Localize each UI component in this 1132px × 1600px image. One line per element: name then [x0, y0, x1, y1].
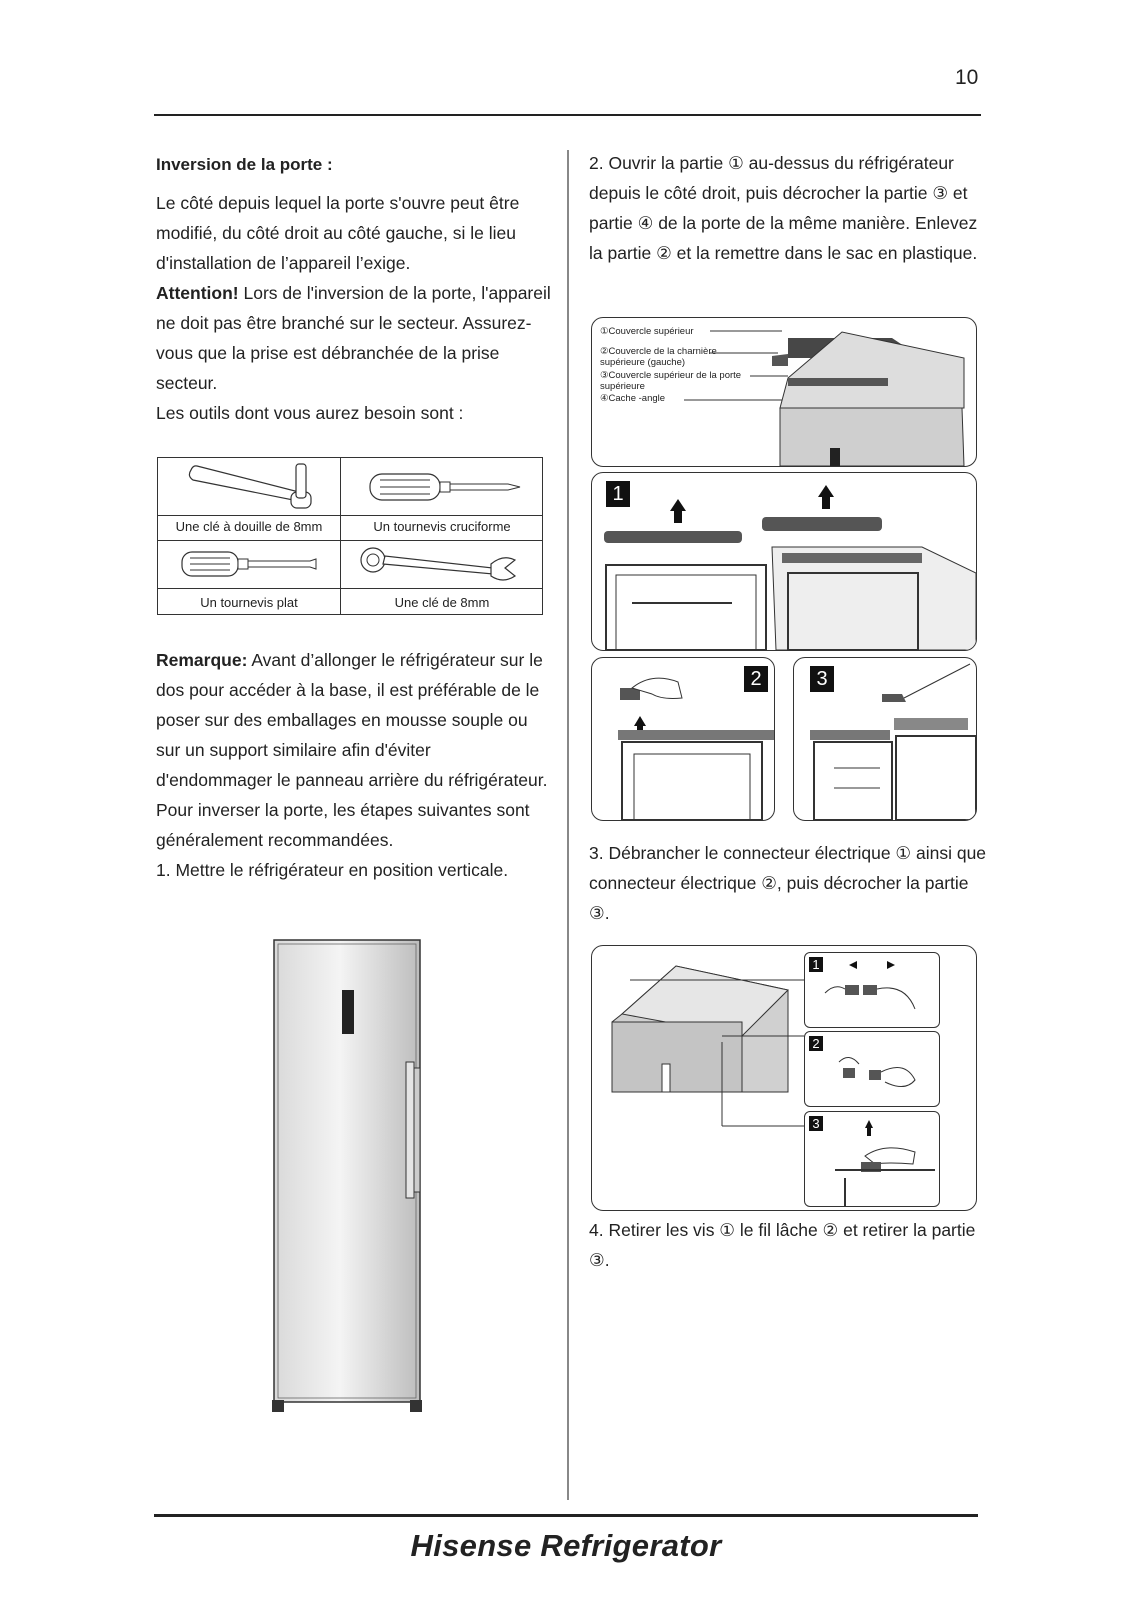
step-3-text: 3. Débrancher le connecteur électrique ① ainsi que connecteur électrique ②, puis décrocher la partie ③. [589, 843, 987, 923]
callout-3: ③Couvercle supérieur de la porte supérieure [600, 370, 742, 392]
attention-label: Attention! [156, 283, 239, 303]
top-cover-diagram [592, 318, 976, 466]
tool-label: Une clé de 8mm [394, 595, 490, 610]
step-2-diagram [592, 658, 774, 820]
page-number: 10 [955, 66, 979, 89]
connector-detail-1 [804, 952, 940, 1028]
step-3-diagram [794, 658, 976, 820]
refrigerator-illustration [270, 938, 430, 1416]
connector-figure [591, 945, 977, 1211]
intro-text: Le côté depuis lequel la porte s'ouvre peut être modifié, du côté droit au côté gauche, si le lieu d'installation de l’appareil l’exige. [156, 193, 520, 273]
remark-text: Avant d’allonger le réfrigérateur sur le dos pour accéder à la base, il est préférable de le poser sur des emballages en mousse souple ou sur un support similaire afin d'éviter d'endommager le panneau arrière du réfrigérateur. Pour inverser la porte, les étapes suivantes sont généralement recommandées. [156, 650, 548, 850]
attention-text: Lors de l'inversion de la porte, l'appareil ne doit pas être branché sur le secteur. Assurez-vous que la prise est débranchée de la prise secteur. [156, 283, 551, 393]
intro-paragraph [156, 188, 551, 428]
connector-detail-2 [804, 1031, 940, 1107]
left-column [156, 150, 551, 428]
brand-footer: Hisense Refrigerator [410, 1528, 722, 1563]
section-heading: Inversion de la porte : [156, 155, 333, 174]
connector-detail-3 [804, 1111, 940, 1207]
remark-label: Remarque: [156, 650, 248, 670]
column-divider [567, 150, 569, 1500]
callout-4: ④Cache -angle [600, 393, 666, 404]
step-1-figure [591, 472, 977, 651]
tool-label: Un tournevis plat [200, 595, 298, 610]
callout-1: ①Couvercle supérieur [600, 326, 694, 337]
flat-screwdriver-icon [180, 546, 330, 582]
tools-intro: Les outils dont vous aurez besoin sont : [156, 403, 464, 423]
tools-table [157, 457, 543, 615]
remark-paragraph [156, 645, 551, 885]
step-badge: 2 [744, 666, 768, 692]
step-1-diagram [592, 473, 976, 650]
top-rule [154, 114, 981, 116]
callout-2: ②Couvercle de la charnière supérieure (gauche) [600, 346, 717, 368]
phillips-screwdriver-icon [368, 470, 528, 506]
tool-label: Un tournevis cruciforme [373, 519, 511, 534]
bottom-rule [154, 1514, 978, 1517]
step-badge: 3 [810, 666, 834, 692]
step-3-figure [793, 657, 977, 821]
step-2-figure [591, 657, 775, 821]
step-4-text: 4. Retirer les vis ① le fil lâche ② et retirer la partie ③. [589, 1220, 976, 1270]
tool-label: Une clé à douille de 8mm [175, 519, 323, 534]
step-badge: 3 [809, 1116, 823, 1131]
step-2-text: 2. Ouvrir la partie ① au-dessus du réfrigérateur depuis le côté droit, puis décrocher la partie ③ et partie ④ de la porte de la même manière. Enlevez la partie ② et la remettre dans le sac en plastique. [589, 153, 978, 263]
parts-callout-figure [591, 317, 977, 467]
combination-wrench-icon [353, 542, 538, 586]
socket-wrench-icon [183, 462, 333, 512]
step-badge: 2 [809, 1036, 823, 1051]
step-1-text: 1. Mettre le réfrigérateur en position verticale. [156, 860, 509, 880]
step-badge: 1 [606, 481, 630, 507]
step-badge: 1 [809, 957, 823, 972]
